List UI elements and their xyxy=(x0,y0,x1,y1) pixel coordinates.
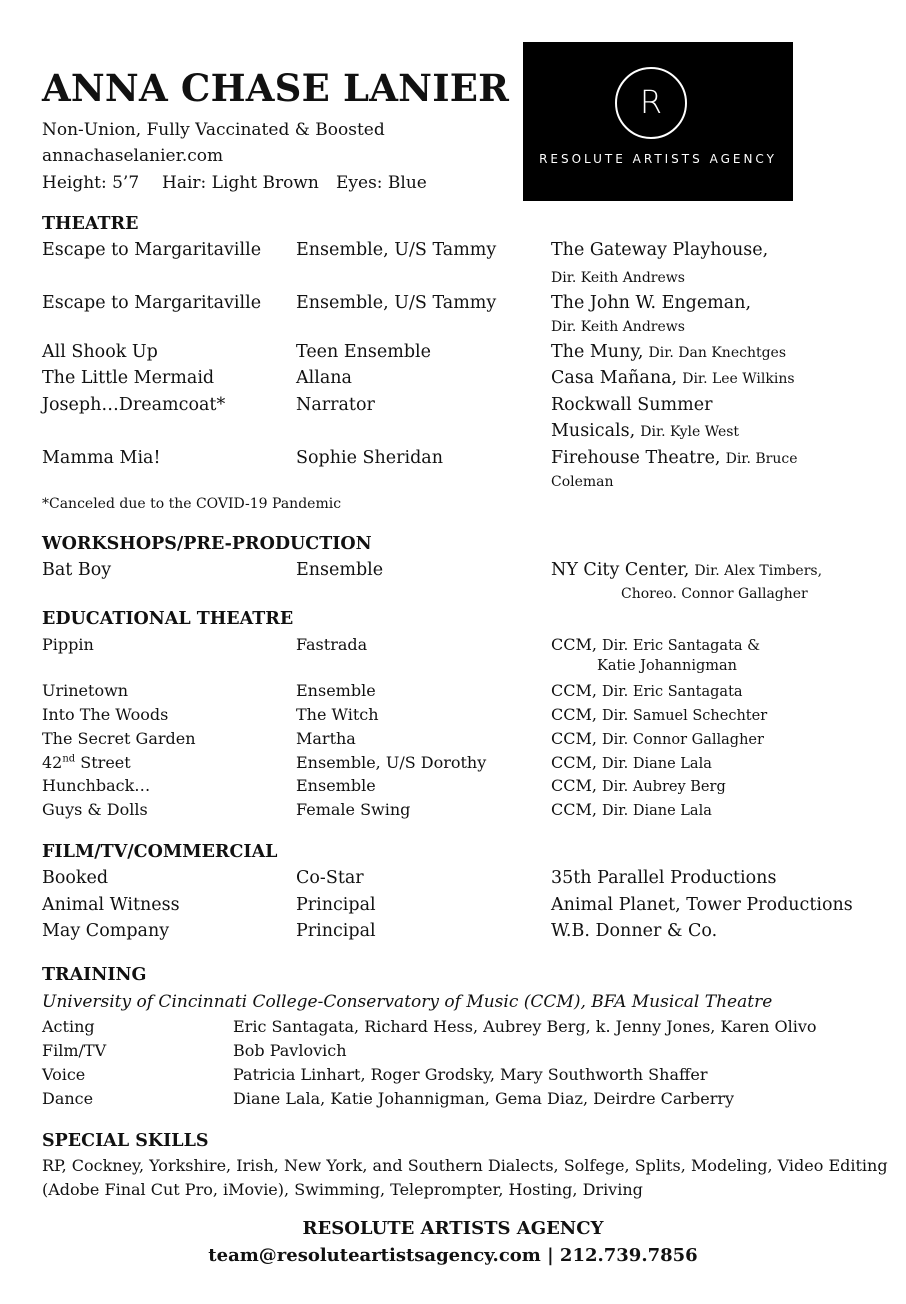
edu-role: The Witch xyxy=(296,705,379,724)
edu-venue-line xyxy=(551,753,712,772)
theatre-director: Dir. Keith Andrews xyxy=(551,319,685,335)
edu-show: Hunchback… xyxy=(42,776,151,795)
film-company: 35th Parallel Productions xyxy=(551,868,777,888)
edu-venue-line xyxy=(551,635,760,654)
website: annachaselanier.com xyxy=(42,146,224,166)
training-teachers: Bob Pavlovich xyxy=(233,1041,347,1060)
theatre-role: Sophie Sheridan xyxy=(296,448,443,468)
edu-venue: CCM, xyxy=(551,776,597,795)
theatre-venue-line xyxy=(551,448,797,468)
theatre-show: All Shook Up xyxy=(42,342,158,362)
theatre-director: Dir. Bruce xyxy=(725,451,798,467)
edu-role: Martha xyxy=(296,729,356,748)
film-heading: FILM/TV/COMMERCIAL xyxy=(42,842,278,862)
workshop-venue-line xyxy=(551,560,822,580)
theatre-venue: Firehouse Theatre, xyxy=(551,448,721,468)
logo-letter: R xyxy=(639,83,663,121)
theatre-venue-line xyxy=(551,342,786,362)
workshop-show: Bat Boy xyxy=(42,560,112,580)
theatre-venue-line xyxy=(551,368,795,388)
theatre-director: Dir. Kyle West xyxy=(640,424,740,440)
agency-logo xyxy=(523,42,793,201)
educational-heading: EDUCATIONAL THEATRE xyxy=(42,609,294,629)
theatre-role: Allana xyxy=(296,368,352,388)
theatre-director: Dir. Keith Andrews xyxy=(551,270,685,286)
covid-footnote: *Canceled due to the COVID-19 Pandemic xyxy=(42,496,342,512)
theatre-show: The Little Mermaid xyxy=(42,368,215,388)
theatre-show: Mamma Mia! xyxy=(42,448,161,468)
training-school: University of Cincinnati College-Conservatory of Music (CCM), BFA Musical Theatre xyxy=(42,992,773,1012)
theatre-heading: THEATRE xyxy=(42,214,139,234)
theatre-venue: The Muny, xyxy=(551,342,644,362)
edu-show: Pippin xyxy=(42,635,94,654)
edu-role: Female Swing xyxy=(296,800,411,819)
film-role: Principal xyxy=(296,921,376,941)
training-subject: Film/TV xyxy=(42,1041,107,1060)
skills-heading: SPECIAL SKILLS xyxy=(42,1131,209,1151)
theatre-show: Joseph…Dreamcoat* xyxy=(42,395,226,415)
footer-agency: RESOLUTE ARTISTS AGENCY xyxy=(302,1218,604,1239)
edu-venue-line xyxy=(551,705,767,724)
edu-role: Fastrada xyxy=(296,635,368,654)
training-teachers: Patricia Linhart, Roger Grodsky, Mary Southworth Shaffer xyxy=(233,1065,708,1084)
theatre-show: Escape to Margaritaville xyxy=(42,293,262,313)
theatre-role: Ensemble, U/S Tammy xyxy=(296,240,497,260)
theatre-role: Teen Ensemble xyxy=(296,342,431,362)
film-role: Co-Star xyxy=(296,868,364,888)
edu-venue-line xyxy=(551,776,726,795)
edu-show: Into The Woods xyxy=(42,705,169,724)
training-heading: TRAINING xyxy=(42,965,147,985)
skills-line-1: RP, Cockney, Yorkshire, Irish, New York, and Southern Dialects, Solfege, Splits, Modeling, Video Editing xyxy=(42,1156,888,1175)
theatre-venue: Rockwall Summer xyxy=(551,395,713,415)
edu-venue: CCM, xyxy=(551,800,597,819)
film-role: Principal xyxy=(296,895,376,915)
theatre-show: Escape to Margaritaville xyxy=(42,240,262,260)
edu-role: Ensemble xyxy=(296,681,376,700)
edu-show: Guys & Dolls xyxy=(42,800,148,819)
theatre-role: Ensemble, U/S Tammy xyxy=(296,293,497,313)
workshops-heading: WORKSHOPS/PRE-PRODUCTION xyxy=(42,534,372,554)
edu-show: 42 xyxy=(42,753,63,772)
theatre-director-cont: Coleman xyxy=(551,474,614,490)
theatre-director: Dir. Lee Wilkins xyxy=(682,371,795,387)
training-teachers: Diane Lala, Katie Johannigman, Gema Diaz, Deirdre Carberry xyxy=(233,1089,735,1108)
eyes: Eyes: Blue xyxy=(336,173,427,193)
edu-venue-line xyxy=(551,729,764,748)
edu-venue: CCM, xyxy=(551,753,597,772)
edu-venue: CCM, xyxy=(551,681,597,700)
edu-show-rest: Street xyxy=(75,753,131,772)
theatre-venue: The John W. Engeman, xyxy=(551,293,752,313)
training-subject: Dance xyxy=(42,1089,94,1108)
theatre-venue: Casa Mañana, xyxy=(551,368,678,388)
film-title: Booked xyxy=(42,868,109,888)
footer-contact: team@resoluteartistsagency.com | 212.739.7856 xyxy=(208,1245,698,1266)
theatre-role: Narrator xyxy=(296,395,375,415)
training-subject: Acting xyxy=(42,1017,95,1036)
height: Height: 5’7 xyxy=(42,173,140,193)
film-title: May Company xyxy=(42,921,170,941)
training-teachers: Eric Santagata, Richard Hess, Aubrey Berg, k. Jenny Jones, Karen Olivo xyxy=(233,1017,817,1036)
edu-venue: CCM, xyxy=(551,729,597,748)
edu-venue: CCM, xyxy=(551,705,597,724)
theatre-venue-cont: Musicals, xyxy=(551,421,636,441)
performer-name: ANNA CHASE LANIER xyxy=(42,66,510,110)
edu-show-sup: nd xyxy=(62,753,76,765)
workshop-role: Ensemble xyxy=(296,560,384,580)
edu-director: Dir. Aubrey Berg xyxy=(602,779,726,795)
edu-venue-line xyxy=(551,681,743,700)
workshop-director: Dir. Alex Timbers, xyxy=(694,563,823,579)
theatre-venue: The Gateway Playhouse, xyxy=(551,240,769,260)
edu-director: Dir. Eric Santagata & xyxy=(602,638,761,654)
union-status: Non-Union, Fully Vaccinated & Boosted xyxy=(42,120,385,140)
film-title: Animal Witness xyxy=(42,895,180,915)
edu-show: The Secret Garden xyxy=(42,729,196,748)
edu-director: Dir. Samuel Schechter xyxy=(602,708,768,724)
logo-text: RESOLUTE ARTISTS AGENCY xyxy=(539,152,777,166)
theatre-director: Dir. Dan Knechtges xyxy=(648,345,787,361)
edu-director: Dir. Connor Gallagher xyxy=(602,732,764,748)
training-subject: Voice xyxy=(42,1065,86,1084)
edu-show-line xyxy=(42,753,131,772)
edu-director-cont: Katie Johannigman xyxy=(597,658,737,674)
theatre-venue-line xyxy=(551,421,739,441)
workshop-venue: NY City Center, xyxy=(551,560,690,580)
hair: Hair: Light Brown xyxy=(162,173,319,193)
edu-role: Ensemble xyxy=(296,776,376,795)
skills-line-2: (Adobe Final Cut Pro, iMovie), Swimming, Teleprompter, Hosting, Driving xyxy=(42,1180,643,1199)
edu-show: Urinetown xyxy=(42,681,129,700)
edu-venue-line xyxy=(551,800,712,819)
edu-director: Dir. Diane Lala xyxy=(602,803,712,819)
film-company: Animal Planet, Tower Productions xyxy=(551,895,853,915)
edu-director: Dir. Diane Lala xyxy=(602,756,712,772)
edu-venue: CCM, xyxy=(551,635,597,654)
logo-circle-icon xyxy=(615,67,687,139)
edu-role: Ensemble, U/S Dorothy xyxy=(296,753,487,772)
film-company: W.B. Donner & Co. xyxy=(551,921,718,941)
workshop-choreo: Choreo. Connor Gallagher xyxy=(621,586,808,602)
edu-director: Dir. Eric Santagata xyxy=(602,684,743,700)
